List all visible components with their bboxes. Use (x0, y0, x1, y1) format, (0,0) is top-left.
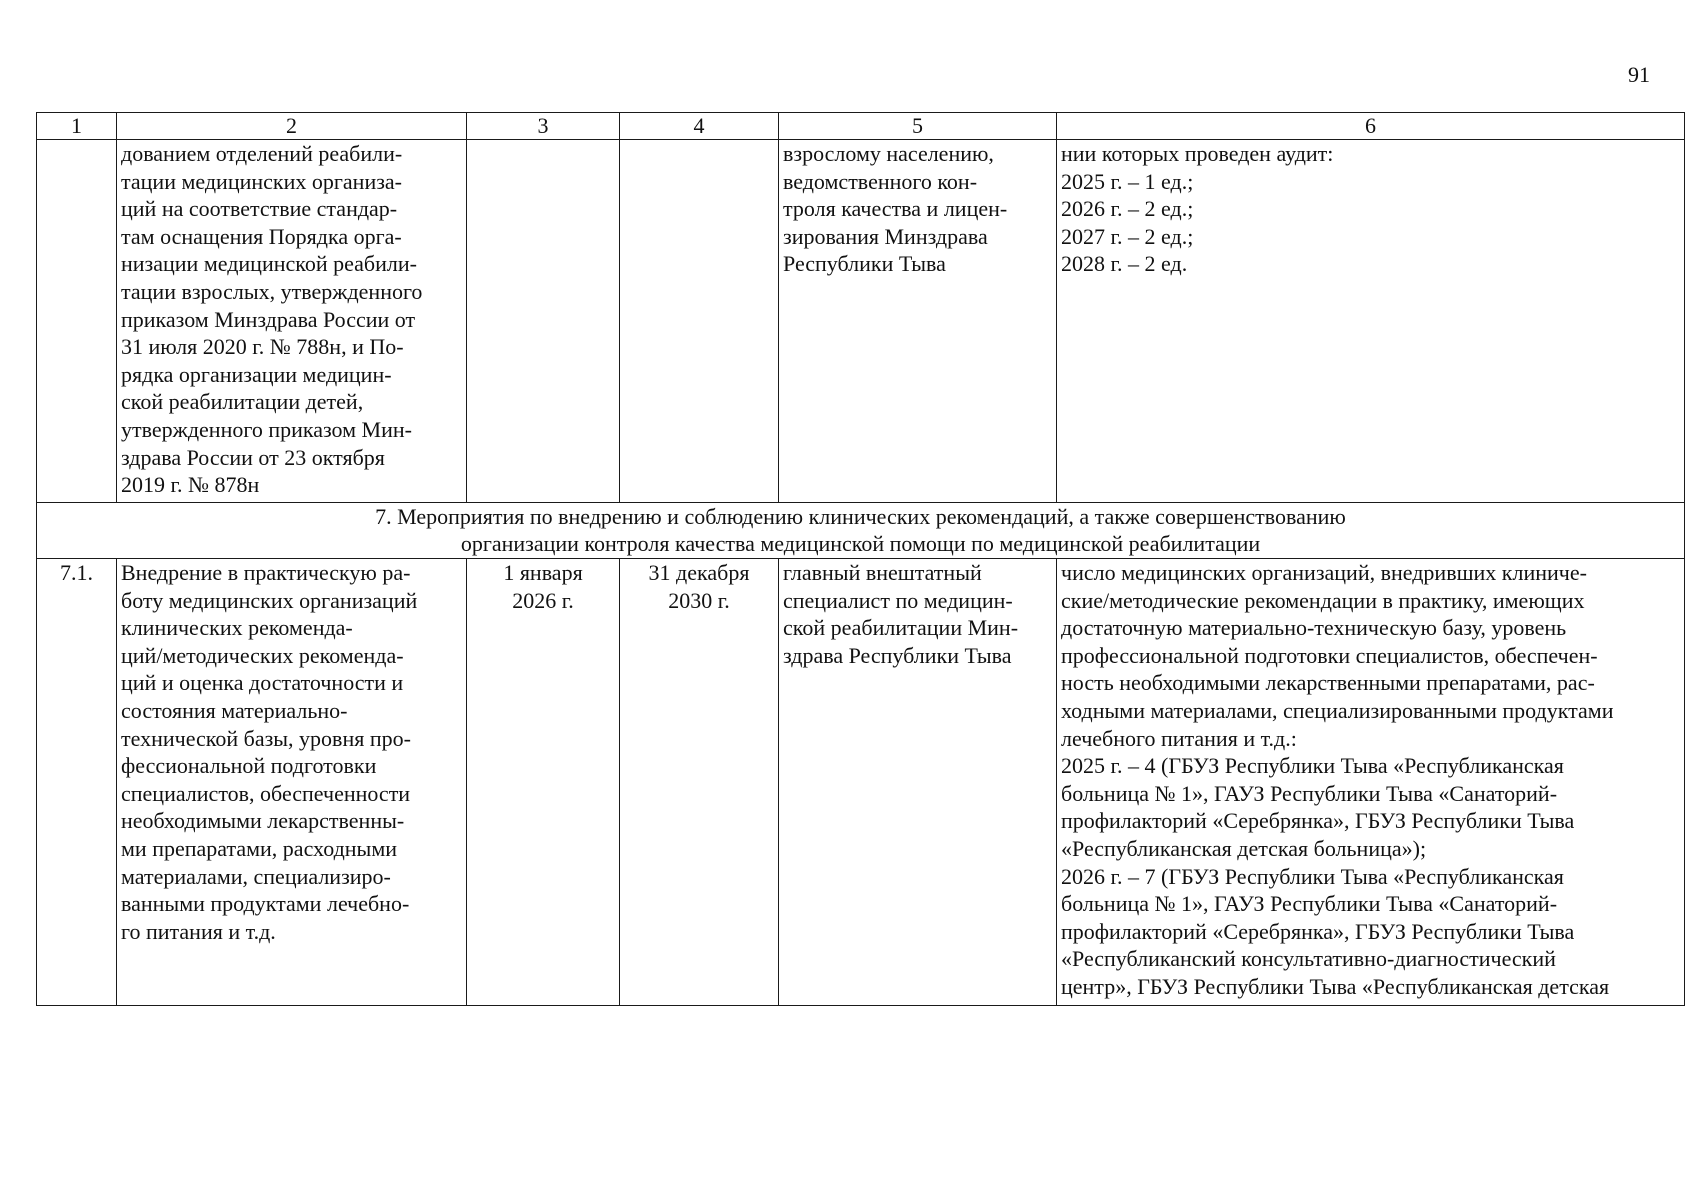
continuation-measure-line: приказом Минздрава России от (121, 306, 416, 332)
item-responsible-line: ской реабилитации Мин- (783, 615, 1019, 641)
item-result-line: профилакторий «Серебрянка», ГБУЗ Республики Тыва (1061, 918, 1575, 944)
continuation-responsible-line: ведомственного кон- (783, 168, 978, 194)
item-result-line: ность необходимыми лекарственными препаратами, рас- (1061, 670, 1595, 696)
continuation-measure-line: 2019 г. № 878н (121, 472, 260, 498)
column-number-header-row (37, 113, 1685, 140)
item-result-line: ходными материалами, специализированными продуктами (1061, 697, 1614, 723)
item-result-line: профилакторий «Серебрянка», ГБУЗ Республики Тыва (1061, 808, 1575, 834)
item-measure-cell (117, 559, 467, 1006)
item-result-line: число медицинских организаций, внедривших клиниче- (1061, 560, 1587, 585)
item-measure-line: необходимыми лекарственны- (121, 808, 405, 834)
item-end-date-cell (620, 559, 779, 1006)
continuation-measure-line: тации медицинских организа- (121, 168, 402, 194)
item-result-line: больница № 1», ГАУЗ Республики Тыва «Санаторий- (1061, 780, 1558, 806)
continuation-result-cell (1057, 140, 1685, 503)
item-measure-line: материалами, специализиро- (121, 863, 391, 889)
continuation-responsible-cell (779, 140, 1057, 503)
item-measure-line: клинических рекоменда- (121, 615, 353, 641)
column-header-1: 1 (37, 113, 117, 140)
item-result-line: профессиональной подготовки специалистов, обеспечен- (1061, 642, 1598, 668)
column-header-3: 3 (467, 113, 620, 140)
continuation-result-line: 2026 г. – 2 ед.; (1061, 196, 1194, 222)
column-header-2: 2 (117, 113, 467, 140)
continuation-measure-line: здрава России от 23 октября (121, 444, 385, 470)
column-header-5: 5 (779, 113, 1057, 140)
section-heading-line: 7. Мероприятия по внедрению и соблюдению клинических рекомендаций, а также совершенствованию (375, 504, 1346, 529)
item-responsible-line: главный внештатный (783, 560, 982, 585)
continuation-measure-line: низации медицинской реабили- (121, 251, 417, 277)
continuation-measure-line: 31 июля 2020 г. № 788н, и По- (121, 334, 404, 360)
continuation-start-cell (467, 140, 620, 503)
item-measure-line: боту медицинских организаций (121, 587, 418, 613)
continuation-responsible-line: троля качества и лицен- (783, 196, 1008, 222)
continuation-measure-cell (117, 140, 467, 503)
item-start-date-line: 1 января (503, 560, 583, 585)
continuation-measure-line: там оснащения Порядка орга- (121, 223, 402, 249)
item-result-line: лечебного питания и т.д.: (1061, 725, 1297, 751)
continuation-responsible-line: зирования Минздрава (783, 223, 988, 249)
item-result-line: центр», ГБУЗ Республики Тыва «Республиканская детская (1061, 973, 1610, 999)
item-result-line: «Республиканский консультативно-диагностический (1061, 946, 1556, 972)
item-measure-line: ванными продуктами лечебно- (121, 891, 410, 917)
item-measure-line: специалистов, обеспеченности (121, 780, 411, 806)
item-measure-line: го питания и т.д. (121, 918, 276, 944)
continuation-result-line: 2028 г. – 2 ед. (1061, 251, 1188, 277)
continuation-result-line: 2025 г. – 1 ед.; (1061, 168, 1194, 194)
continuation-measure-line: ций на соответствие стандар- (121, 196, 398, 222)
page-number: 91 (1628, 62, 1650, 87)
measures-table (36, 112, 1685, 1006)
item-responsible-cell (779, 559, 1057, 1006)
item-result-line: больница № 1», ГАУЗ Республики Тыва «Санаторий- (1061, 891, 1558, 917)
continuation-measure-line: утвержденного приказом Мин- (121, 416, 412, 442)
item-start-date-line: 2026 г. (512, 587, 574, 613)
item-result-line: достаточную материально-техническую базу, уровень (1061, 615, 1567, 641)
continuation-measure-line: рядка организации медицин- (121, 361, 392, 387)
continuation-row (37, 140, 1685, 503)
item-result-line: 2026 г. – 7 (ГБУЗ Республики Тыва «Республиканская (1061, 863, 1564, 889)
item-measure-line: технической базы, уровня про- (121, 725, 411, 751)
item-result-line: 2025 г. – 4 (ГБУЗ Республики Тыва «Республиканская (1061, 753, 1564, 779)
section-heading-line: организации контроля качества медицинской помощи по медицинской реабилитации (460, 531, 1261, 556)
item-measure-line: ций и оценка достаточности и (121, 670, 404, 696)
continuation-responsible-line: взрослому населению, (783, 141, 994, 166)
continuation-number-cell (37, 140, 117, 503)
item-result-cell (1057, 559, 1685, 1006)
continuation-end-cell (620, 140, 779, 503)
item-measure-line: фессиональной подготовки (121, 753, 377, 779)
item-responsible-line: специалист по медицин- (783, 587, 1013, 613)
item-result-line: ские/методические рекомендации в практику, имеющих (1061, 587, 1585, 613)
item-measure-line: Внедрение в практическую ра- (121, 560, 411, 585)
continuation-measure-line: ской реабилитации детей, (121, 389, 364, 415)
continuation-result-line: 2027 г. – 2 ед.; (1061, 223, 1194, 249)
column-header-6: 6 (1057, 113, 1685, 140)
item-start-date-cell (467, 559, 620, 1006)
item-measure-line: состояния материально- (121, 697, 348, 723)
item-measure-line: ций/методических рекоменда- (121, 642, 404, 668)
item-end-date-line: 31 декабря (648, 560, 750, 585)
continuation-result-line: нии которых проведен аудит: (1061, 141, 1334, 166)
item-responsible-line: здрава Республики Тыва (783, 642, 1012, 668)
continuation-measure-line: тации взрослых, утвержденного (121, 278, 423, 304)
column-header-4: 4 (620, 113, 779, 140)
item-number-cell: 7.1. (37, 559, 117, 1006)
table-row-7-1 (37, 559, 1685, 1006)
continuation-responsible-line: Республики Тыва (783, 251, 946, 277)
item-measure-line: ми препаратами, расходными (121, 835, 398, 861)
section-heading-row (37, 503, 1685, 559)
continuation-measure-line: дованием отделений реабили- (121, 141, 403, 166)
item-result-line: «Республиканская детская больница»); (1061, 835, 1427, 861)
section-heading-cell (37, 503, 1685, 559)
item-end-date-line: 2030 г. (668, 587, 730, 613)
